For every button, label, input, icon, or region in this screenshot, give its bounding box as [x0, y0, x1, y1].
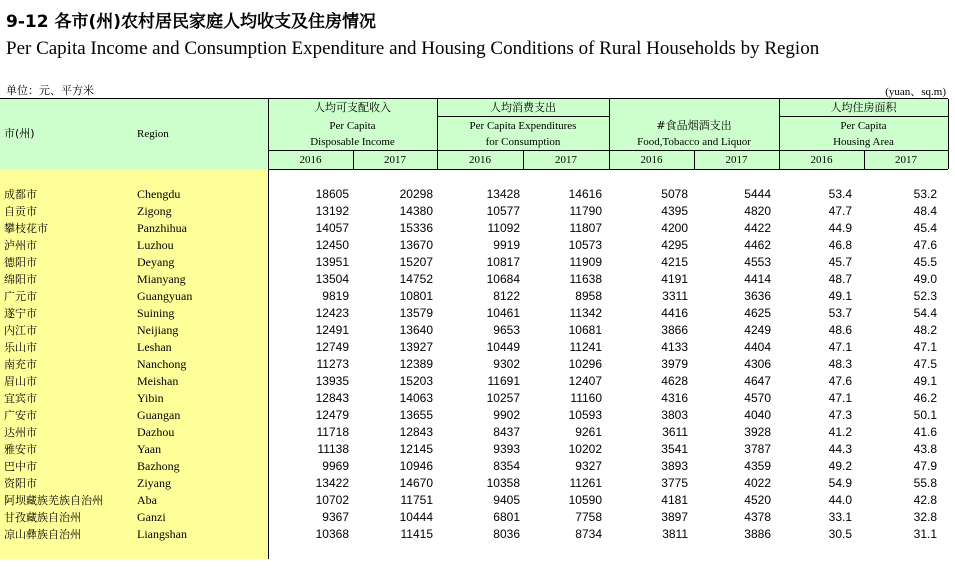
- value-cell: 9261: [575, 425, 602, 439]
- value-cell: 5444: [744, 187, 771, 201]
- value-cell: 18605: [315, 187, 349, 201]
- region-name-en: Chengdu: [137, 187, 181, 201]
- value-cell: 13935: [315, 374, 349, 388]
- value-cell: 49.0: [913, 272, 937, 286]
- value-cell: 9902: [493, 408, 520, 422]
- value-cell: 11691: [487, 374, 520, 388]
- region-name-cn: 眉山市: [4, 375, 37, 388]
- region-name-cn: 阿坝藏族羌族自治州: [4, 494, 103, 507]
- value-cell: 14380: [399, 204, 433, 218]
- value-cell: 9919: [493, 238, 520, 252]
- region-name-en: Aba: [137, 493, 157, 507]
- value-cell: 4625: [744, 306, 771, 320]
- value-cell: 20298: [399, 187, 433, 201]
- table-row: [0, 186, 948, 203]
- value-cell: 4295: [661, 238, 688, 252]
- value-cell: 9393: [493, 442, 520, 456]
- value-cell: 9819: [322, 289, 349, 303]
- value-cell: 12491: [315, 323, 349, 337]
- header-food-en: Food,Tobacco and Liquor: [637, 136, 751, 148]
- region-name-cn: 甘孜藏族自治州: [4, 511, 81, 524]
- region-name-en: Ziyang: [137, 476, 171, 490]
- value-cell: 4200: [661, 221, 688, 235]
- value-cell: 47.1: [913, 340, 937, 354]
- value-cell: 3886: [744, 527, 771, 541]
- value-cell: 3897: [661, 510, 688, 524]
- value-cell: 47.6: [913, 238, 937, 252]
- value-cell: 46.2: [913, 391, 937, 405]
- value-cell: 4404: [744, 340, 771, 354]
- table-row: [0, 220, 948, 237]
- value-cell: 11160: [570, 391, 602, 405]
- table-row: [0, 390, 948, 407]
- value-cell: 3787: [744, 442, 771, 456]
- value-cell: 13422: [315, 476, 349, 490]
- header-expenditure-en1: Per Capita Expenditures: [469, 120, 577, 132]
- value-cell: 48.3: [828, 357, 852, 371]
- value-cell: 4416: [661, 306, 688, 320]
- value-cell: 4395: [661, 204, 688, 218]
- value-cell: 49.1: [828, 289, 852, 303]
- value-cell: 15336: [399, 221, 433, 235]
- value-cell: 4181: [661, 493, 688, 507]
- region-name-en: Neijiang: [137, 323, 179, 337]
- region-name-cn: 南充市: [4, 358, 37, 371]
- value-cell: 47.5: [913, 357, 937, 371]
- region-name-cn: 遂宁市: [4, 307, 37, 320]
- value-cell: 11718: [316, 425, 349, 439]
- value-cell: 12843: [315, 391, 349, 405]
- region-name-cn: 达州市: [4, 426, 37, 439]
- value-cell: 10593: [568, 408, 602, 422]
- table-header: [0, 98, 948, 170]
- value-cell: 13927: [399, 340, 433, 354]
- value-cell: 55.8: [913, 476, 937, 490]
- value-cell: 3541: [661, 442, 688, 456]
- header-expenditure-en2: for Consumption: [485, 136, 561, 148]
- value-cell: 12749: [315, 340, 349, 354]
- value-cell: 11807: [569, 221, 602, 235]
- value-cell: 11261: [569, 476, 602, 490]
- value-cell: 33.1: [828, 510, 852, 524]
- value-cell: 10296: [568, 357, 602, 371]
- value-cell: 12423: [315, 306, 349, 320]
- value-cell: 44.9: [828, 221, 852, 235]
- value-cell: 10681: [568, 323, 602, 337]
- value-cell: 5078: [661, 187, 688, 201]
- value-cell: 8122: [493, 289, 520, 303]
- region-name-en: Nanchong: [137, 357, 187, 371]
- value-cell: 7758: [575, 510, 602, 524]
- value-cell: 53.2: [913, 187, 937, 201]
- region-name-en: Panzhihua: [137, 221, 187, 235]
- value-cell: 4414: [744, 272, 771, 286]
- value-cell: 4553: [744, 255, 771, 269]
- region-name-en: Suining: [137, 306, 175, 320]
- header-year: 2017: [725, 154, 748, 166]
- value-cell: 3866: [661, 323, 688, 337]
- header-year: 2017: [384, 154, 406, 166]
- table-row: [0, 203, 948, 220]
- value-cell: 14670: [399, 476, 433, 490]
- region-name-en: Leshan: [137, 340, 172, 354]
- region-name-en: Ganzi: [137, 510, 166, 524]
- value-cell: 4215: [661, 255, 688, 269]
- value-cell: 13670: [399, 238, 433, 252]
- value-cell: 45.4: [913, 221, 937, 235]
- value-cell: 48.2: [913, 323, 937, 337]
- value-cell: 9405: [493, 493, 520, 507]
- value-cell: 3311: [662, 289, 688, 303]
- value-cell: 48.4: [913, 204, 937, 218]
- value-cell: 10368: [315, 527, 349, 541]
- value-cell: 4570: [744, 391, 771, 405]
- region-name-cn: 自贡市: [4, 205, 37, 218]
- header-city-cn: 市(州): [4, 127, 35, 140]
- table-row: [0, 254, 948, 271]
- table-row: [0, 424, 948, 441]
- unit-label-en: (yuan、sq.m): [885, 86, 946, 98]
- value-cell: 30.5: [828, 527, 852, 541]
- value-cell: 10202: [568, 442, 602, 456]
- value-cell: 10590: [568, 493, 602, 507]
- table-row: [0, 441, 948, 458]
- value-cell: 10577: [486, 204, 520, 218]
- value-cell: 3611: [662, 425, 688, 439]
- value-cell: 15207: [399, 255, 433, 269]
- value-cell: 13504: [315, 272, 349, 286]
- table-row: [0, 407, 948, 424]
- value-cell: 14057: [315, 221, 349, 235]
- header-year: 2016: [469, 154, 491, 166]
- value-cell: 10817: [486, 255, 520, 269]
- value-cell: 4022: [744, 476, 771, 490]
- table-row: [0, 288, 948, 305]
- value-cell: 3893: [661, 459, 688, 473]
- value-cell: 12843: [399, 425, 433, 439]
- region-name-en: Luzhou: [137, 238, 174, 252]
- value-cell: 47.6: [828, 374, 852, 388]
- value-cell: 46.8: [828, 238, 852, 252]
- region-name-en: Yibin: [137, 391, 164, 405]
- value-cell: 8354: [493, 459, 520, 473]
- value-cell: 41.2: [828, 425, 852, 439]
- value-cell: 4191: [661, 272, 688, 286]
- value-cell: 3928: [744, 425, 771, 439]
- value-cell: 11909: [569, 255, 602, 269]
- value-cell: 4462: [744, 238, 771, 252]
- header-year: 2016: [810, 154, 833, 166]
- value-cell: 3636: [744, 289, 771, 303]
- header-year: 2016: [640, 154, 663, 166]
- region-name-en: Guangan: [137, 408, 181, 422]
- value-cell: 44.0: [828, 493, 852, 507]
- value-cell: 9302: [493, 357, 520, 371]
- region-name-cn: 凉山彝族自治州: [4, 528, 81, 541]
- region-name-cn: 泸州市: [4, 239, 37, 252]
- value-cell: 4306: [744, 357, 771, 371]
- value-cell: 11241: [569, 340, 602, 354]
- value-cell: 4628: [661, 374, 688, 388]
- value-cell: 4133: [661, 340, 688, 354]
- value-cell: 47.3: [828, 408, 852, 422]
- unit-label-cn: 单位：元、平方米: [6, 84, 94, 97]
- value-cell: 45.5: [913, 255, 937, 269]
- header-expenditure-cn: 人均消费支出: [490, 101, 556, 114]
- value-cell: 31.1: [913, 527, 937, 541]
- value-cell: 4520: [744, 493, 771, 507]
- value-cell: 11273: [316, 357, 349, 371]
- header-year: 2017: [895, 154, 917, 166]
- value-cell: 14063: [399, 391, 433, 405]
- value-cell: 12145: [399, 442, 433, 456]
- region-name-en: Bazhong: [137, 459, 180, 473]
- table-row: [0, 373, 948, 390]
- value-cell: 10946: [399, 459, 433, 473]
- value-cell: 6801: [493, 510, 520, 524]
- value-cell: 32.8: [913, 510, 937, 524]
- region-name-cn: 攀枝花市: [4, 222, 48, 235]
- value-cell: 8437: [493, 425, 520, 439]
- value-cell: 53.7: [828, 306, 852, 320]
- value-cell: 14616: [568, 187, 602, 201]
- value-cell: 12450: [315, 238, 349, 252]
- region-name-cn: 雅安市: [4, 443, 37, 456]
- value-cell: 49.1: [913, 374, 937, 388]
- value-cell: 4820: [744, 204, 771, 218]
- value-cell: 3979: [661, 357, 688, 371]
- value-cell: 8958: [575, 289, 602, 303]
- value-cell: 54.4: [913, 306, 937, 320]
- value-cell: 4422: [744, 221, 771, 235]
- value-cell: 13640: [399, 323, 433, 337]
- value-cell: 11342: [569, 306, 602, 320]
- value-cell: 9367: [322, 510, 349, 524]
- table-row: [0, 458, 948, 475]
- value-cell: 43.8: [913, 442, 937, 456]
- header-income-cn: 人均可支配收入: [314, 101, 391, 114]
- region-name-cn: 宜宾市: [4, 392, 37, 405]
- value-cell: 10801: [399, 289, 433, 303]
- region-name-cn: 绵阳市: [4, 273, 37, 286]
- value-cell: 10461: [486, 306, 520, 320]
- table-row: [0, 492, 948, 509]
- value-cell: 4249: [744, 323, 771, 337]
- header-housing-en1: Per Capita: [840, 120, 887, 132]
- value-cell: 13192: [315, 204, 349, 218]
- value-cell: 11638: [569, 272, 602, 286]
- value-cell: 47.1: [828, 340, 852, 354]
- region-name-cn: 成都市: [4, 188, 37, 201]
- value-cell: 4316: [661, 391, 688, 405]
- header-housing-cn: 人均住房面积: [830, 101, 897, 114]
- value-cell: 53.4: [828, 187, 852, 201]
- region-name-en: Liangshan: [137, 527, 187, 541]
- value-cell: 3803: [661, 408, 688, 422]
- value-cell: 41.6: [913, 425, 937, 439]
- value-cell: 54.9: [828, 476, 852, 490]
- table-title-en: Per Capita Income and Consumption Expenditure and Housing Conditions of Rural Households by Region: [6, 38, 820, 59]
- value-cell: 49.2: [828, 459, 852, 473]
- value-cell: 12389: [399, 357, 433, 371]
- value-cell: 14752: [399, 272, 433, 286]
- region-name-cn: 巴中市: [4, 460, 37, 473]
- region-name-cn: 德阳市: [4, 256, 37, 269]
- value-cell: 3811: [662, 527, 688, 541]
- region-name-cn: 内江市: [4, 324, 37, 337]
- region-name-cn: 广安市: [4, 409, 37, 422]
- region-name-cn: 广元市: [4, 290, 37, 303]
- region-name-cn: 乐山市: [4, 341, 37, 354]
- value-cell: 15203: [399, 374, 433, 388]
- table-row: [0, 305, 948, 322]
- value-cell: 48.7: [828, 272, 852, 286]
- region-name-en: Zigong: [137, 204, 172, 218]
- region-name-en: Dazhou: [137, 425, 175, 439]
- table-body: [0, 186, 948, 543]
- value-cell: 10358: [486, 476, 520, 490]
- table-row: [0, 271, 948, 288]
- value-cell: 52.3: [913, 289, 937, 303]
- table-row: [0, 237, 948, 254]
- value-cell: 11790: [569, 204, 602, 218]
- value-cell: 47.9: [913, 459, 937, 473]
- value-cell: 47.7: [828, 204, 852, 218]
- value-cell: 12479: [315, 408, 349, 422]
- region-name-en: Mianyang: [137, 272, 186, 286]
- value-cell: 4040: [744, 408, 771, 422]
- header-year: 2017: [555, 154, 577, 166]
- header-region-en: Region: [137, 128, 169, 140]
- region-name-cn: 资阳市: [4, 477, 37, 490]
- value-cell: 10257: [486, 391, 520, 405]
- header-income-en1: Per Capita: [329, 120, 376, 132]
- table-row: [0, 509, 948, 526]
- value-cell: 11751: [400, 493, 433, 507]
- value-cell: 10702: [315, 493, 349, 507]
- header-income-en2: Disposable Income: [310, 136, 395, 148]
- value-cell: 10684: [486, 272, 520, 286]
- value-cell: 44.3: [828, 442, 852, 456]
- value-cell: 10444: [399, 510, 433, 524]
- header-year: 2016: [299, 154, 322, 166]
- table-row: [0, 356, 948, 373]
- value-cell: 4359: [744, 459, 771, 473]
- value-cell: 10573: [568, 238, 602, 252]
- value-cell: 4647: [744, 374, 771, 388]
- value-cell: 50.1: [913, 408, 937, 422]
- table-row: [0, 526, 948, 543]
- region-name-en: Meishan: [137, 374, 179, 388]
- value-cell: 8036: [493, 527, 520, 541]
- value-cell: 48.6: [828, 323, 852, 337]
- value-cell: 12407: [568, 374, 602, 388]
- value-cell: 47.1: [828, 391, 852, 405]
- value-cell: 9969: [322, 459, 349, 473]
- value-cell: 13655: [399, 408, 433, 422]
- value-cell: 9327: [575, 459, 602, 473]
- value-cell: 45.7: [828, 255, 852, 269]
- value-cell: 11415: [400, 527, 433, 541]
- value-cell: 8734: [575, 527, 602, 541]
- value-cell: 9653: [493, 323, 520, 337]
- region-name-en: Guangyuan: [137, 289, 193, 303]
- value-cell: 11092: [487, 221, 520, 235]
- value-cell: 13951: [315, 255, 349, 269]
- value-cell: 11138: [317, 442, 349, 456]
- header-housing-en2: Housing Area: [833, 136, 894, 148]
- value-cell: 3775: [661, 476, 688, 490]
- header-food-cn: #食品烟酒支出: [656, 119, 732, 132]
- table-row: [0, 322, 948, 339]
- value-cell: 4378: [744, 510, 771, 524]
- value-cell: 42.8: [913, 493, 937, 507]
- value-cell: 13579: [399, 306, 433, 320]
- region-name-en: Yaan: [137, 442, 162, 456]
- table-title-cn: 9-12 各市(州)农村居民家庭人均收支及住房情况: [6, 12, 376, 32]
- region-name-en: Deyang: [137, 255, 175, 269]
- table-row: [0, 339, 948, 356]
- table-row: [0, 475, 948, 492]
- value-cell: 10449: [486, 340, 520, 354]
- value-cell: 13428: [486, 187, 520, 201]
